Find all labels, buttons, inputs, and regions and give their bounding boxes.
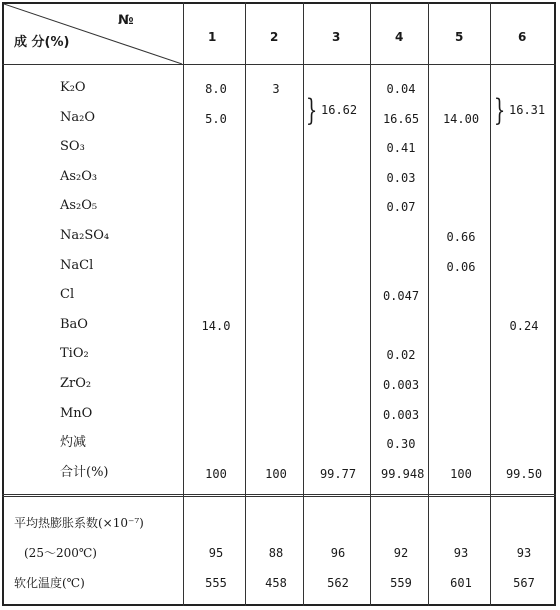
column-header-4: 4	[395, 30, 404, 44]
row-label: 灼减	[60, 435, 87, 450]
expansion-value-col5: 93	[453, 546, 469, 560]
row-value-col5: 0.06	[446, 260, 476, 274]
row-value-col5: 14.00	[442, 112, 480, 126]
row-value-col4: 0.30	[386, 437, 416, 451]
softening-value-col1: 555	[205, 576, 227, 590]
section-divider	[2, 494, 556, 497]
expansion-value-col3: 96	[330, 546, 346, 560]
row-value-col4: 0.04	[386, 82, 416, 96]
merged-value-col3: 16.62	[321, 103, 358, 117]
header-divider	[2, 64, 556, 65]
brace-col6: }	[493, 93, 506, 128]
header-diagonal-line	[4, 4, 184, 64]
row-value-col4: 16.65	[382, 112, 420, 126]
row-value-col4: 0.003	[382, 378, 420, 392]
row-label: Cl	[60, 287, 75, 302]
row-label: SO₃	[60, 139, 85, 154]
row-label: MnO	[60, 406, 93, 421]
softening-value-col2: 458	[265, 576, 287, 590]
column-header-2: 2	[270, 30, 279, 44]
expansion-range: (25～200℃)	[24, 546, 97, 560]
column-header-5: 5	[455, 30, 464, 44]
col-divider	[245, 2, 246, 606]
row-value-col1: 14.0	[201, 319, 231, 333]
row-value-col2: 100	[265, 467, 287, 481]
row-value-col4: 0.047	[382, 289, 420, 303]
softening-label: 软化温度(℃)	[14, 576, 85, 590]
number-mark: №	[118, 13, 134, 28]
expansion-value-col1: 95	[208, 546, 224, 560]
row-value-col4: 0.07	[386, 200, 416, 214]
component-label: 成 分(%)	[14, 35, 70, 50]
row-value-col1: 100	[205, 467, 227, 481]
softening-value-col4: 559	[390, 576, 412, 590]
column-header-6: 6	[518, 30, 527, 44]
col-divider	[490, 2, 491, 606]
column-header-3: 3	[332, 30, 341, 44]
row-label: K₂O	[60, 80, 86, 95]
row-value-col1: 8.0	[205, 82, 227, 96]
expansion-value-col4: 92	[393, 546, 409, 560]
row-value-col4: 99.948	[381, 467, 425, 481]
row-value-col5: 100	[450, 467, 472, 481]
col-divider	[303, 2, 304, 606]
row-value-col2: 3	[272, 82, 280, 96]
row-value-col1: 5.0	[205, 112, 227, 126]
column-header-1: 1	[208, 30, 217, 44]
row-value-col6: 0.24	[509, 319, 539, 333]
softening-value-col6: 567	[513, 576, 535, 590]
col-divider	[183, 2, 184, 606]
row-label: BaO	[60, 317, 88, 332]
col-divider	[370, 2, 371, 606]
softening-value-col3: 562	[327, 576, 349, 590]
row-value-col5: 0.66	[446, 230, 476, 244]
row-value-col3: 99.77	[319, 467, 357, 481]
row-label: Na₂SO₄	[60, 228, 110, 243]
brace-col3: }	[305, 93, 318, 128]
row-label: 合计(%)	[60, 465, 109, 480]
row-label: As₂O₅	[60, 198, 98, 213]
row-value-col6: 99.50	[505, 467, 543, 481]
row-label: As₂O₃	[60, 169, 98, 184]
row-value-col4: 0.02	[386, 348, 416, 362]
row-value-col4: 0.41	[386, 141, 416, 155]
expansion-value-col6: 93	[516, 546, 532, 560]
row-label: ZrO₂	[60, 376, 92, 391]
row-value-col4: 0.003	[382, 408, 420, 422]
row-value-col4: 0.03	[386, 171, 416, 185]
col-divider	[428, 2, 429, 606]
row-label: Na₂O	[60, 110, 95, 125]
merged-value-col6: 16.31	[509, 103, 546, 117]
row-label: TiO₂	[60, 346, 89, 361]
row-label: NaCl	[60, 258, 94, 273]
expansion-label: 平均热膨胀系数(×10⁻⁷)	[14, 516, 144, 530]
softening-value-col5: 601	[450, 576, 472, 590]
expansion-value-col2: 88	[268, 546, 284, 560]
